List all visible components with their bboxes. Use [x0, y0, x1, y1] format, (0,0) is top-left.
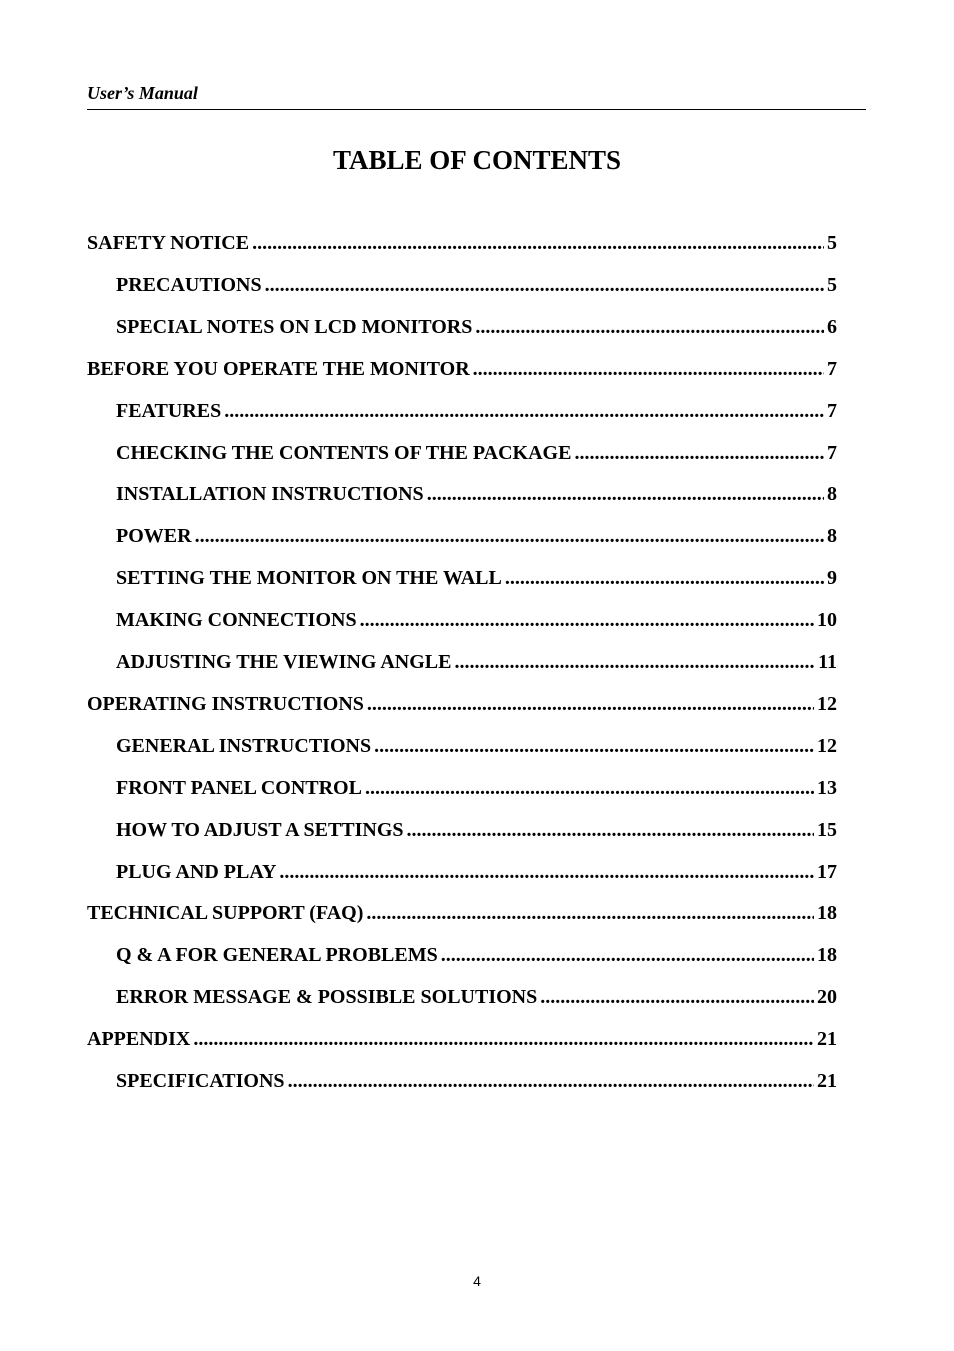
- toc-subsection-entry[interactable]: [116, 817, 837, 843]
- toc-subsection-entry[interactable]: [116, 314, 837, 340]
- toc-dot-leader: [473, 356, 824, 382]
- toc-subsection-entry[interactable]: [116, 440, 837, 466]
- toc-entry-page: 13: [817, 777, 837, 799]
- toc-entry-page: 21: [817, 1028, 837, 1050]
- toc-subsection-entry[interactable]: [116, 398, 837, 424]
- toc-entry-label: MAKING CONNECTIONS: [116, 609, 357, 631]
- toc-section-entry[interactable]: [87, 1026, 837, 1052]
- toc-entry-label: TECHNICAL SUPPORT (FAQ): [87, 902, 364, 924]
- toc-entry-page: 6: [827, 316, 837, 338]
- toc-subsection-entry[interactable]: [116, 859, 837, 885]
- toc-entry-label: BEFORE YOU OPERATE THE MONITOR: [87, 358, 470, 380]
- page-number: 4: [473, 1273, 481, 1289]
- toc-entry-page: 11: [818, 651, 837, 673]
- toc-dot-leader: [195, 523, 824, 549]
- toc-entry-label: PRECAUTIONS: [116, 274, 262, 296]
- toc-subsection-entry[interactable]: [116, 523, 837, 549]
- toc-dot-leader: [365, 775, 814, 801]
- toc-entry-page: 7: [827, 400, 837, 422]
- page-title: TABLE OF CONTENTS: [332, 145, 622, 175]
- toc-entry-label: SPECIFICATIONS: [116, 1070, 285, 1092]
- toc-entry-label: ADJUSTING THE VIEWING ANGLE: [116, 651, 452, 673]
- toc-subsection-entry[interactable]: [116, 1068, 837, 1094]
- toc-entry-page: 10: [817, 609, 837, 631]
- toc-subsection-entry[interactable]: [116, 481, 837, 507]
- toc-entry-label: OPERATING INSTRUCTIONS: [87, 693, 364, 715]
- toc-dot-leader: [288, 1068, 814, 1094]
- toc-subsection-entry[interactable]: [116, 272, 837, 298]
- toc-entry-page: 20: [817, 986, 837, 1008]
- toc-section-entry[interactable]: [87, 900, 837, 926]
- toc-section-entry[interactable]: [87, 230, 837, 256]
- toc-dot-leader: [265, 272, 824, 298]
- toc-dot-leader: [252, 230, 824, 256]
- toc-subsection-entry[interactable]: [116, 942, 837, 968]
- toc-entry-label: SETTING THE MONITOR ON THE WALL: [116, 567, 502, 589]
- toc-entry-page: 12: [817, 735, 837, 757]
- toc-dot-leader: [374, 733, 814, 759]
- toc-subsection-entry[interactable]: [116, 733, 837, 759]
- toc-entry-page: 7: [827, 442, 837, 464]
- toc-entry-page: 8: [827, 483, 837, 505]
- toc-entry-label: APPENDIX: [87, 1028, 191, 1050]
- toc-entry-page: 12: [817, 693, 837, 715]
- toc-entry-page: 7: [827, 358, 837, 380]
- toc-entry-page: 15: [817, 819, 837, 841]
- toc-dot-leader: [367, 691, 814, 717]
- running-header: User’s Manual: [87, 83, 198, 103]
- toc-entry-label: Q & A FOR GENERAL PROBLEMS: [116, 944, 438, 966]
- toc-entry-page: 18: [817, 944, 837, 966]
- toc-entry-label: HOW TO ADJUST A SETTINGS: [116, 819, 404, 841]
- toc-entry-label: POWER: [116, 525, 192, 547]
- toc-dot-leader: [475, 314, 824, 340]
- toc-subsection-entry[interactable]: [116, 775, 837, 801]
- toc-entry-page: 9: [827, 567, 837, 589]
- toc-entry-label: SAFETY NOTICE: [87, 232, 250, 254]
- toc-subsection-entry[interactable]: [116, 984, 837, 1010]
- toc-subsection-entry[interactable]: [116, 607, 837, 633]
- toc-dot-leader: [279, 859, 814, 885]
- toc-entry-label: GENERAL INSTRUCTIONS: [116, 735, 372, 757]
- toc-section-entry[interactable]: [87, 691, 837, 717]
- toc-dot-leader: [224, 398, 824, 424]
- toc-entry-page: 5: [827, 232, 837, 254]
- toc-subsection-entry[interactable]: [116, 565, 837, 591]
- toc-dot-leader: [574, 440, 824, 466]
- toc-dot-leader: [366, 900, 814, 926]
- toc-entry-page: 8: [827, 525, 837, 547]
- toc-entry-label: FEATURES: [116, 400, 222, 422]
- toc-entry-label: FRONT PANEL CONTROL: [116, 777, 362, 799]
- toc-dot-leader: [454, 649, 815, 675]
- toc-dot-leader: [505, 565, 824, 591]
- toc-dot-leader: [540, 984, 814, 1010]
- toc-dot-leader: [193, 1026, 814, 1052]
- toc-entry-page: 18: [817, 902, 837, 924]
- toc-dot-leader: [441, 942, 814, 968]
- toc-entry-label: PLUG AND PLAY: [116, 861, 277, 883]
- toc-section-entry[interactable]: [87, 356, 837, 382]
- toc-entry-page: 21: [817, 1070, 837, 1092]
- toc-subsection-entry[interactable]: [116, 649, 837, 675]
- toc-entry-page: 5: [827, 274, 837, 296]
- toc-entry-label: SPECIAL NOTES ON LCD MONITORS: [116, 316, 473, 338]
- toc-entry-label: ERROR MESSAGE & POSSIBLE SOLUTIONS: [116, 986, 538, 1008]
- toc-entry-page: 17: [817, 861, 837, 883]
- toc-entry-label: CHECKING THE CONTENTS OF THE PACKAGE: [116, 442, 572, 464]
- toc-dot-leader: [407, 817, 814, 843]
- toc-dot-leader: [360, 607, 814, 633]
- toc-entry-label: INSTALLATION INSTRUCTIONS: [116, 483, 424, 505]
- toc-dot-leader: [427, 481, 824, 507]
